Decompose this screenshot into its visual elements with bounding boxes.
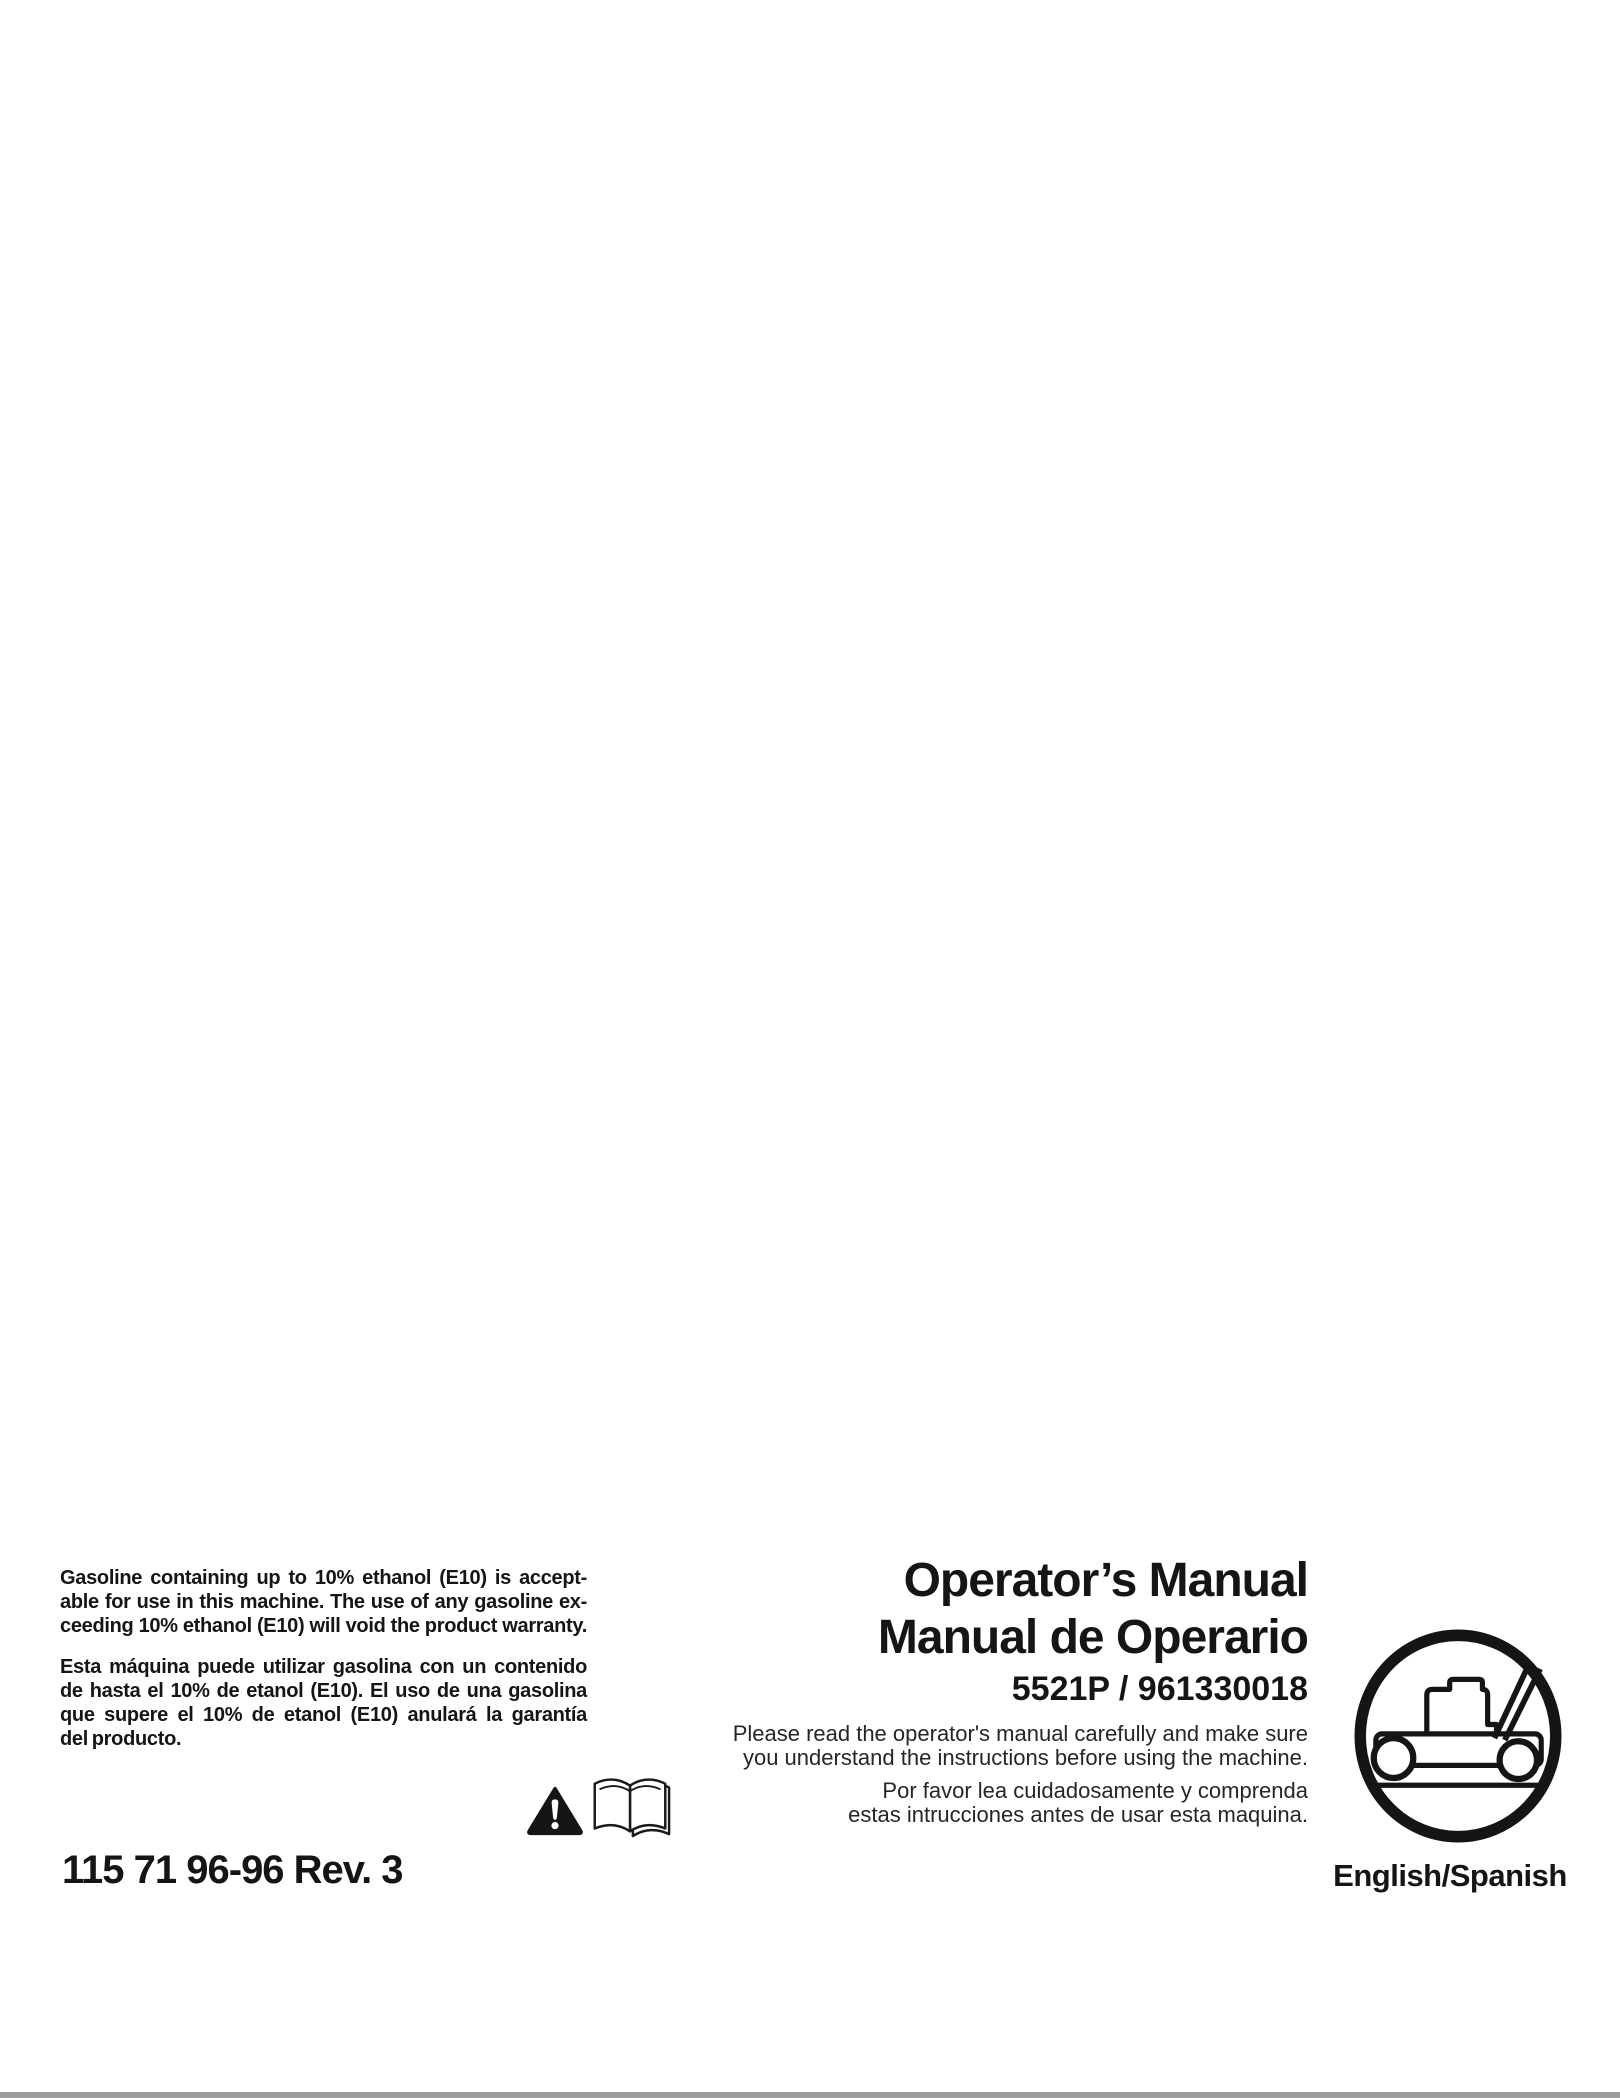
text-line: you understand the instructions before using the machine. — [742, 1745, 1308, 1770]
title-spanish: Manual de Operario — [877, 1611, 1308, 1664]
text-line: que supere el 10% de etanol (E10) anulará la garantía — [60, 1704, 587, 1726]
manual-title-block — [608, 1552, 1308, 1827]
language-label: English/Spanish — [1333, 1858, 1567, 1893]
read-notice-spanish — [608, 1779, 1308, 1827]
lawn-mower-circle-icon — [1354, 1629, 1562, 1843]
fuel-notice-english — [60, 1566, 587, 1638]
title-english: Operator’s Manual — [903, 1554, 1308, 1607]
text-line: Please read the operator's manual carefully and make sure — [732, 1721, 1308, 1746]
read-notice-english — [608, 1722, 1308, 1770]
text-line: Por favor lea cuidadosamente y comprenda — [882, 1778, 1308, 1803]
text-line: de hasta el 10% de etanol (E10). El uso de una gasolina — [60, 1680, 587, 1702]
text-line: estas intrucciones antes de usar esta maquina. — [848, 1802, 1308, 1827]
page-edge-bar — [0, 2092, 1620, 2098]
warning-triangle-icon — [525, 1786, 585, 1836]
text-line: Gasoline containing up to 10% ethanol (E10) is accept- — [60, 1567, 587, 1589]
text-line: ceeding 10% ethanol (E10) will void the product warranty. — [60, 1615, 587, 1637]
fuel-notice-section — [60, 1566, 587, 1751]
publication-number: 115 71 96-96 Rev. 3 — [62, 1848, 403, 1892]
text-line: Esta máquina puede utilizar gasolina con un contenido — [60, 1656, 587, 1678]
model-numbers: 5521P / 961330018 — [1011, 1670, 1308, 1708]
text-line: able for use in this machine. The use of any gasoline ex- — [60, 1591, 587, 1613]
fuel-notice-spanish — [60, 1655, 587, 1751]
open-book-icon — [588, 1777, 672, 1838]
text-line: del producto. — [60, 1728, 182, 1750]
